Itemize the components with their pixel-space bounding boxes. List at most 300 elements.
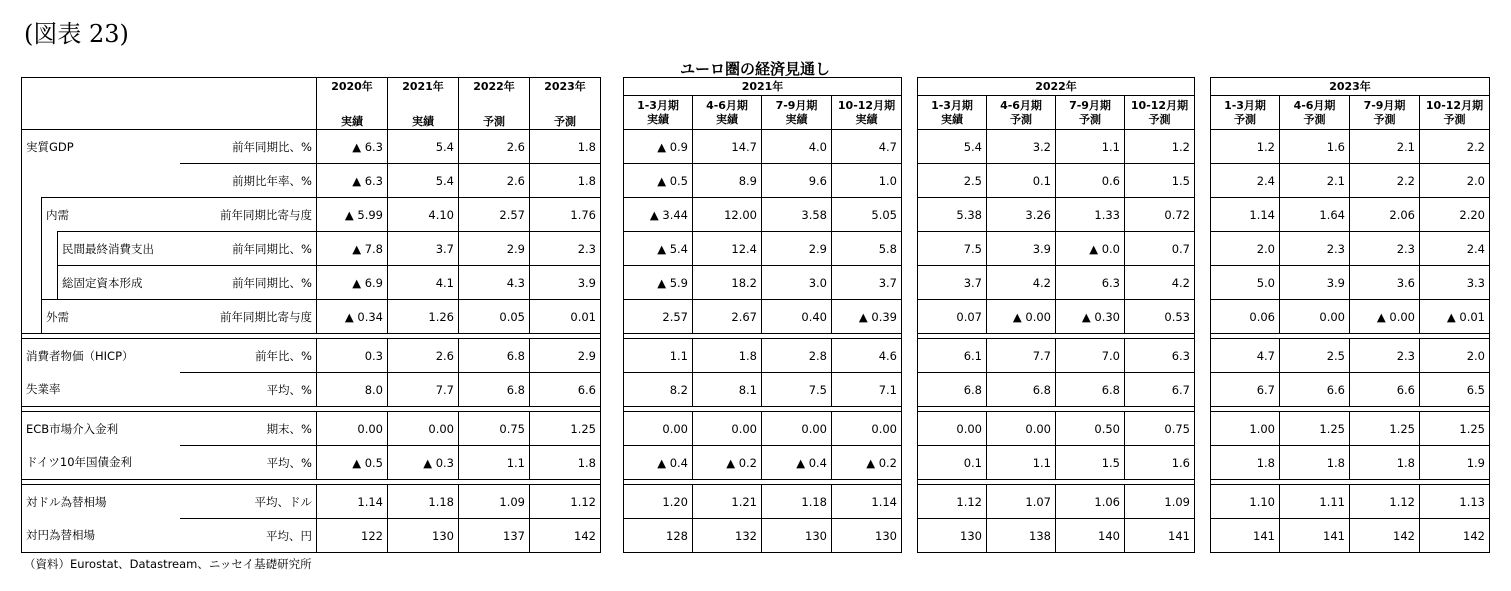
row-unit: 平均、円 xyxy=(180,519,317,553)
table-row xyxy=(624,164,902,198)
quarter-value: 6.1 xyxy=(918,339,987,373)
table-row xyxy=(22,339,601,373)
quarter-value: 1.10 xyxy=(1211,485,1280,519)
quarter-value: 1.18 xyxy=(762,485,832,519)
annual-value: 1.09 xyxy=(459,485,530,519)
quarter-value: 1.2 xyxy=(1211,130,1280,164)
quarter-value: 0.00 xyxy=(693,412,762,446)
quarter-label: 10-12月期 xyxy=(1425,98,1484,112)
quarter-value: 9.6 xyxy=(762,164,832,198)
block-quarter-header-row xyxy=(1211,96,1490,130)
table-row xyxy=(22,232,601,266)
quarter-value: 1.11 xyxy=(1280,485,1350,519)
source-note: （資料）Eurostat、Datastream、ニッセイ基礎研究所 xyxy=(24,557,312,571)
table-row xyxy=(1211,232,1490,266)
table-title: ユーロ圏の経済見通し xyxy=(679,60,830,78)
annual-value: 2.6 xyxy=(459,130,530,164)
table-row xyxy=(918,198,1195,232)
quarter-value: 2.9 xyxy=(762,232,832,266)
row-label xyxy=(22,164,180,198)
table-row xyxy=(624,339,902,373)
annual-forecast-table xyxy=(21,77,601,553)
row-unit: 前年同期比、% xyxy=(180,130,317,164)
quarter-header xyxy=(1056,96,1125,130)
quarter-value: 140 xyxy=(1056,519,1125,553)
quarter-value: 5.8 xyxy=(832,232,902,266)
quarter-value: 2.5 xyxy=(918,164,987,198)
quarter-value: 7.5 xyxy=(918,232,987,266)
quarter-value: 5.4 xyxy=(918,130,987,164)
annual-year-header: 2023年 xyxy=(530,78,601,96)
table-row xyxy=(918,130,1195,164)
row-label: 民間最終消費支出 xyxy=(58,232,180,266)
quarter-value: 2.1 xyxy=(1280,164,1350,198)
row-label: 消費者物価（HICP） xyxy=(22,339,180,373)
quarter-value: 2.2 xyxy=(1420,130,1490,164)
quarter-value: 4.2 xyxy=(987,266,1056,300)
table-row xyxy=(22,485,601,519)
quarter-value: 6.6 xyxy=(1280,373,1350,407)
annual-type-header: 予測 xyxy=(530,96,601,130)
table-row xyxy=(1211,164,1490,198)
quarter-value: 4.2 xyxy=(1125,266,1195,300)
table-row xyxy=(624,373,902,407)
annual-value: 142 xyxy=(530,519,601,553)
quarter-value: 0.00 xyxy=(918,412,987,446)
quarter-value: 1.8 xyxy=(693,339,762,373)
quarter-value: 1.21 xyxy=(693,485,762,519)
quarter-value: 3.3 xyxy=(1420,266,1490,300)
quarter-type: 予測 xyxy=(1010,112,1032,126)
annual-value: 5.4 xyxy=(388,164,459,198)
quarter-header xyxy=(1125,96,1195,130)
row-label: 内需 xyxy=(42,198,180,232)
annual-value: 0.01 xyxy=(530,300,601,334)
table-row xyxy=(1211,373,1490,407)
table-row xyxy=(918,485,1195,519)
annual-value: 0.75 xyxy=(459,412,530,446)
block-year-header: 2021年 xyxy=(624,78,902,96)
quarter-value: 1.6 xyxy=(1280,130,1350,164)
quarter-value: ▲ 0.4 xyxy=(624,446,693,480)
row-label: 対円為替相場 xyxy=(26,528,95,543)
quarter-value: 6.8 xyxy=(987,373,1056,407)
annual-value: 2.9 xyxy=(459,232,530,266)
quarter-value: 6.3 xyxy=(1056,266,1125,300)
quarter-value: 141 xyxy=(1280,519,1350,553)
annual-value: ▲ 6.9 xyxy=(317,266,388,300)
table-row xyxy=(1211,339,1490,373)
quarter-header xyxy=(1420,96,1490,130)
quarter-type: 予測 xyxy=(1443,112,1466,126)
annual-value: 130 xyxy=(388,519,459,553)
quarter-value: ▲ 0.39 xyxy=(832,300,902,334)
quarter-value: 132 xyxy=(693,519,762,553)
table-row xyxy=(624,446,902,480)
quarter-value: 8.9 xyxy=(693,164,762,198)
table-row xyxy=(918,373,1195,407)
quarter-value: 1.8 xyxy=(1211,446,1280,480)
quarter-value: 0.50 xyxy=(1056,412,1125,446)
row-label: 外需 xyxy=(42,300,180,334)
block-quarter-header-row xyxy=(624,96,902,130)
quarter-value: 6.6 xyxy=(1350,373,1420,407)
quarter-value: 3.9 xyxy=(1280,266,1350,300)
quarter-value: 1.14 xyxy=(1211,198,1280,232)
quarter-value: 12.4 xyxy=(693,232,762,266)
table-row xyxy=(22,164,601,198)
quarter-value: 7.1 xyxy=(832,373,902,407)
quarter-header xyxy=(693,96,762,130)
quarter-value: ▲ 5.4 xyxy=(624,232,693,266)
quarter-value: 1.5 xyxy=(1125,164,1195,198)
row-unit: 期末、% xyxy=(180,412,317,446)
quarter-value: 2.0 xyxy=(1420,164,1490,198)
row-label: ECB市場介入金利 xyxy=(22,412,180,446)
quarter-header xyxy=(1280,96,1350,130)
annual-value: ▲ 0.34 xyxy=(317,300,388,334)
quarter-type: 実績 xyxy=(941,112,963,126)
quarter-type: 予測 xyxy=(1148,112,1171,126)
row-unit: 平均、% xyxy=(180,373,317,407)
quarter-label: 1-3月期 xyxy=(931,98,973,112)
block-year-header-row xyxy=(918,78,1195,96)
quarter-value: 1.2 xyxy=(1125,130,1195,164)
annual-value: 1.26 xyxy=(388,300,459,334)
annual-value: 2.3 xyxy=(530,232,601,266)
quarter-value: 1.1 xyxy=(1056,130,1125,164)
annual-value: 3.9 xyxy=(530,266,601,300)
quarter-value: 138 xyxy=(987,519,1056,553)
quarter-value: ▲ 0.00 xyxy=(987,300,1056,334)
annual-type-header: 予測 xyxy=(459,96,530,130)
quarter-value: 2.8 xyxy=(762,339,832,373)
quarter-label: 7-9月期 xyxy=(1363,98,1406,112)
quarter-value: 2.2 xyxy=(1350,164,1420,198)
annual-value: 2.6 xyxy=(388,339,459,373)
quarter-value: 3.2 xyxy=(987,130,1056,164)
annual-header-types xyxy=(22,96,601,130)
quarter-value: 0.06 xyxy=(1211,300,1280,334)
quarter-value: 2.3 xyxy=(1350,339,1420,373)
annual-value: 1.1 xyxy=(459,446,530,480)
table-row xyxy=(1211,446,1490,480)
annual-value: 6.6 xyxy=(530,373,601,407)
table-row xyxy=(624,412,902,446)
annual-value: ▲ 0.5 xyxy=(317,446,388,480)
annual-value: ▲ 7.8 xyxy=(317,232,388,266)
quarter-value: 3.7 xyxy=(918,266,987,300)
annual-type-header: 実績 xyxy=(317,96,388,130)
annual-value: ▲ 5.99 xyxy=(317,198,388,232)
quarter-value: 0.07 xyxy=(918,300,987,334)
row-unit: 平均、ドル xyxy=(180,485,317,519)
block-year-header: 2023年 xyxy=(1211,78,1490,96)
quarter-value: 0.75 xyxy=(1125,412,1195,446)
table-row xyxy=(918,519,1195,553)
quarter-value: 3.26 xyxy=(987,198,1056,232)
figure-label: (図表 23) xyxy=(24,20,129,48)
quarter-value: 2.0 xyxy=(1420,339,1490,373)
table-row xyxy=(22,412,601,446)
table-row xyxy=(918,232,1195,266)
quarter-value: 6.3 xyxy=(1125,339,1195,373)
table-row xyxy=(918,164,1195,198)
quarter-value: 5.0 xyxy=(1211,266,1280,300)
table-row xyxy=(22,198,601,232)
annual-value: 1.8 xyxy=(530,164,601,198)
annual-value: 1.12 xyxy=(530,485,601,519)
quarter-value: 130 xyxy=(918,519,987,553)
quarter-value: 2.3 xyxy=(1280,232,1350,266)
quarter-type: 予測 xyxy=(1234,112,1256,126)
table-row xyxy=(918,300,1195,334)
quarter-value: 2.4 xyxy=(1211,164,1280,198)
annual-value: 1.14 xyxy=(317,485,388,519)
quarter-value: 1.06 xyxy=(1056,485,1125,519)
quarter-value: ▲ 0.9 xyxy=(624,130,693,164)
quarter-value: 7.5 xyxy=(762,373,832,407)
quarter-label: 4-6月期 xyxy=(1293,98,1336,112)
table-row xyxy=(624,300,902,334)
quarter-value: 1.6 xyxy=(1125,446,1195,480)
quarter-value: 4.7 xyxy=(1211,339,1280,373)
quarter-value: 6.7 xyxy=(1125,373,1195,407)
quarter-value: 1.0 xyxy=(832,164,902,198)
annual-value: 6.8 xyxy=(459,373,530,407)
row-unit: 前年同期比寄与度 xyxy=(180,198,317,232)
quarter-value: 141 xyxy=(1125,519,1195,553)
table-row xyxy=(918,266,1195,300)
quarter-label: 4-6月期 xyxy=(706,98,748,112)
quarter-header xyxy=(624,96,693,130)
quarter-value: 1.25 xyxy=(1350,412,1420,446)
quarter-value: 4.0 xyxy=(762,130,832,164)
annual-year-header: 2022年 xyxy=(459,78,530,96)
quarter-value: 12.00 xyxy=(693,198,762,232)
annual-value: 137 xyxy=(459,519,530,553)
quarter-value: 2.3 xyxy=(1350,232,1420,266)
quarter-header xyxy=(987,96,1056,130)
quarter-value: 1.1 xyxy=(987,446,1056,480)
quarter-value: 3.9 xyxy=(987,232,1056,266)
quarter-value: ▲ 0.00 xyxy=(1350,300,1420,334)
table-row xyxy=(918,446,1195,480)
table-row xyxy=(22,446,601,480)
quarter-value: 1.20 xyxy=(624,485,693,519)
annual-value: 1.8 xyxy=(530,446,601,480)
annual-value: ▲ 0.3 xyxy=(388,446,459,480)
table-row xyxy=(1211,130,1490,164)
quarter-value: ▲ 0.30 xyxy=(1056,300,1125,334)
table-row xyxy=(1211,412,1490,446)
table-row xyxy=(624,198,902,232)
quarter-label: 10-12月期 xyxy=(1130,98,1189,112)
annual-value: 0.00 xyxy=(317,412,388,446)
annual-value: ▲ 6.3 xyxy=(317,130,388,164)
quarter-value: 1.25 xyxy=(1420,412,1490,446)
quarter-type: 実績 xyxy=(855,112,878,126)
quarter-value: ▲ 0.01 xyxy=(1420,300,1490,334)
annual-value: 4.10 xyxy=(388,198,459,232)
table-row xyxy=(624,485,902,519)
quarter-value: 1.12 xyxy=(1350,485,1420,519)
quarter-value: 0.1 xyxy=(918,446,987,480)
quarter-value: 3.7 xyxy=(832,266,902,300)
annual-value: 0.00 xyxy=(388,412,459,446)
quarter-header xyxy=(1211,96,1280,130)
quarter-value: 14.7 xyxy=(693,130,762,164)
quarter-value: 1.8 xyxy=(1350,446,1420,480)
quarter-value: ▲ 3.44 xyxy=(624,198,693,232)
quarter-value: 18.2 xyxy=(693,266,762,300)
annual-value: 1.76 xyxy=(530,198,601,232)
quarter-header xyxy=(1350,96,1420,130)
quarter-label: 1-3月期 xyxy=(1224,98,1266,112)
quarter-label: 10-12月期 xyxy=(837,98,896,112)
annual-value: 7.7 xyxy=(388,373,459,407)
quarter-value: 1.13 xyxy=(1420,485,1490,519)
quarter-value: 0.72 xyxy=(1125,198,1195,232)
header-blank xyxy=(22,96,317,130)
table-row xyxy=(1211,485,1490,519)
quarter-value: 0.53 xyxy=(1125,300,1195,334)
quarter-value: 1.25 xyxy=(1280,412,1350,446)
quarter-value: 1.1 xyxy=(624,339,693,373)
quarter-value: 4.7 xyxy=(832,130,902,164)
quarter-value: 130 xyxy=(762,519,832,553)
table-row xyxy=(22,300,601,334)
annual-value: ▲ 6.3 xyxy=(317,164,388,198)
quarter-value: 0.00 xyxy=(624,412,693,446)
table-row xyxy=(918,412,1195,446)
quarter-value: 0.00 xyxy=(832,412,902,446)
quarter-value: 1.33 xyxy=(1056,198,1125,232)
quarter-value: 1.09 xyxy=(1125,485,1195,519)
quarter-value: 142 xyxy=(1350,519,1420,553)
quarter-value: 1.00 xyxy=(1211,412,1280,446)
annual-value: 1.18 xyxy=(388,485,459,519)
table-row xyxy=(624,519,902,553)
annual-value: 122 xyxy=(317,519,388,553)
table-row xyxy=(22,373,601,407)
quarter-value: 130 xyxy=(832,519,902,553)
quarter-value: 2.67 xyxy=(693,300,762,334)
quarter-type: 予測 xyxy=(1079,112,1101,126)
quarter-value: 1.9 xyxy=(1420,446,1490,480)
quarter-type: 実績 xyxy=(716,112,738,126)
quarter-header xyxy=(832,96,902,130)
annual-value: 8.0 xyxy=(317,373,388,407)
table-row xyxy=(1211,519,1490,553)
quarter-value: 6.8 xyxy=(918,373,987,407)
quarter-header xyxy=(762,96,832,130)
quarter-value: 1.5 xyxy=(1056,446,1125,480)
quarter-value: ▲ 5.9 xyxy=(624,266,693,300)
annual-value: 0.3 xyxy=(317,339,388,373)
row-label: 総固定資本形成 xyxy=(58,266,180,300)
row-unit: 前年同期比寄与度 xyxy=(180,300,317,334)
quarter-value: 3.6 xyxy=(1350,266,1420,300)
quarter-value: 1.64 xyxy=(1280,198,1350,232)
quarter-value: 0.7 xyxy=(1125,232,1195,266)
quarter-value: 2.0 xyxy=(1211,232,1280,266)
table-row xyxy=(918,339,1195,373)
quarter-value: 1.07 xyxy=(987,485,1056,519)
quarter-value: 141 xyxy=(1211,519,1280,553)
quarter-value: 2.20 xyxy=(1420,198,1490,232)
quarter-value: 2.4 xyxy=(1420,232,1490,266)
annual-value: 1.8 xyxy=(530,130,601,164)
quarter-label: 4-6月期 xyxy=(1000,98,1042,112)
table-row xyxy=(22,266,601,300)
quarter-type: 実績 xyxy=(647,112,669,126)
table-row xyxy=(624,130,902,164)
quarter-value: 128 xyxy=(624,519,693,553)
quarter-value: 0.00 xyxy=(762,412,832,446)
annual-header-years xyxy=(22,78,601,96)
row-unit: 前年同期比、% xyxy=(180,266,317,300)
quarter-value: 6.5 xyxy=(1420,373,1490,407)
table-row xyxy=(22,519,601,553)
quarter-value: 6.7 xyxy=(1211,373,1280,407)
table-row xyxy=(1211,300,1490,334)
quarter-value: 1.8 xyxy=(1280,446,1350,480)
block-year-header-row xyxy=(1211,78,1490,96)
quarter-label: 1-3月期 xyxy=(637,98,679,112)
quarter-value: ▲ 0.0 xyxy=(1056,232,1125,266)
annual-value: 4.3 xyxy=(459,266,530,300)
annual-year-header: 2021年 xyxy=(388,78,459,96)
row-label: 実質GDP xyxy=(22,130,180,164)
annual-value: 2.9 xyxy=(530,339,601,373)
quarter-value: 3.0 xyxy=(762,266,832,300)
quarter-value: 2.1 xyxy=(1350,130,1420,164)
quarter-value: 5.38 xyxy=(918,198,987,232)
table-row xyxy=(1211,266,1490,300)
annual-value: 4.1 xyxy=(388,266,459,300)
annual-value: 2.57 xyxy=(459,198,530,232)
table-row xyxy=(624,232,902,266)
block-year-header: 2022年 xyxy=(918,78,1195,96)
quarter-value: 7.0 xyxy=(1056,339,1125,373)
quarter-label: 7-9月期 xyxy=(1069,98,1111,112)
quarter-value: 5.05 xyxy=(832,198,902,232)
quarter-type: 予測 xyxy=(1373,112,1396,126)
block-year-header-row xyxy=(624,78,902,96)
row-unit: 前年比、% xyxy=(180,339,317,373)
quarter-value: 2.57 xyxy=(624,300,693,334)
quarter-value: 0.1 xyxy=(987,164,1056,198)
quarter-value: 7.7 xyxy=(987,339,1056,373)
quarter-value: 3.58 xyxy=(762,198,832,232)
quarter-value: 0.00 xyxy=(987,412,1056,446)
quarter-value: ▲ 0.2 xyxy=(693,446,762,480)
row-label: 失業率 xyxy=(26,382,61,397)
quarter-type: 予測 xyxy=(1303,112,1326,126)
quarter-header xyxy=(918,96,987,130)
quarter-value: 0.00 xyxy=(1280,300,1350,334)
annual-value: 5.4 xyxy=(388,130,459,164)
quarter-value: 0.40 xyxy=(762,300,832,334)
table-row xyxy=(22,130,601,164)
table-row xyxy=(624,266,902,300)
row-unit: 前期比年率、% xyxy=(180,164,317,198)
quarter-value: 0.6 xyxy=(1056,164,1125,198)
quarter-label: 7-9月期 xyxy=(775,98,818,112)
quarter-value: 2.06 xyxy=(1350,198,1420,232)
quarter-value: ▲ 0.4 xyxy=(762,446,832,480)
